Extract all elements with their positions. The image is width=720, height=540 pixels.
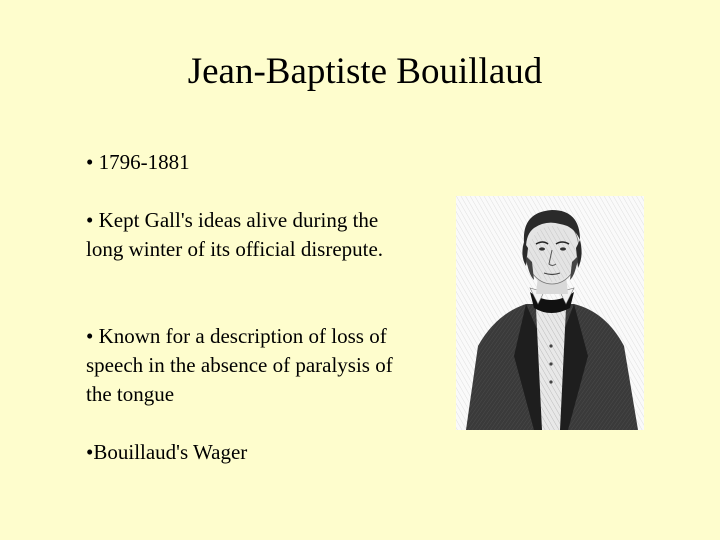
slide-title: Jean-Baptiste Bouillaud — [187, 51, 543, 92]
bullet-gall-ideas: • Kept Gall's ideas alive during the long winter of its official disrepute. — [86, 208, 384, 261]
portrait-engraving-icon — [456, 196, 644, 430]
bullet-dates: • 1796-1881 — [86, 150, 190, 174]
bullet-speech-loss: • Known for a description of loss of speech in the absence of paralysis of the tongue — [86, 324, 393, 406]
bullet-wager: •Bouillaud's Wager — [86, 440, 248, 464]
